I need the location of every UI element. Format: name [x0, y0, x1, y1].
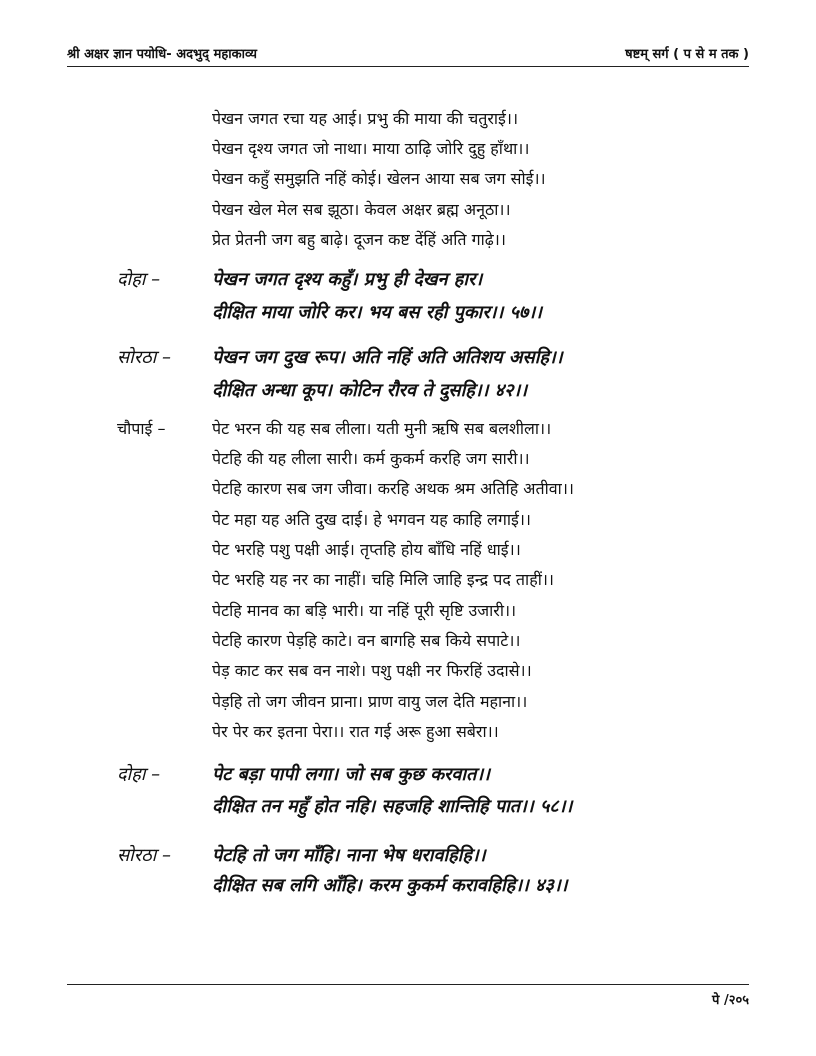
- verse-line: पेखन खेल मेल सब झूठा। केवल अक्षर ब्रह्म अनूठा।।: [212, 200, 511, 219]
- doha-label: दोहा –: [117, 269, 161, 290]
- verse-line: पेट भरहि यह नर का नाहीं। चहि मिलि जाहि इन्द्र पद ताहीं।।: [212, 570, 554, 589]
- doha-label: दोहा –: [117, 764, 161, 785]
- verse-line: पेड़ काट कर सब वन नाशे। पशु पक्षी नर फिरहिं उदासे।।: [212, 661, 532, 680]
- soratha-line: पेखन जग दुख रूप। अति नहिं अति अतिशय असहि।।: [212, 347, 563, 368]
- chapter-title: षष्टम् सर्ग ( प से म तक ): [625, 47, 749, 62]
- verse-line: पेटहि कारण सब जग जीवा। करहि अथक श्रम अतिहि अतीवा।।: [212, 479, 574, 498]
- soratha-line: दीक्षित अन्धा कूप। कोटिन रौरव ते दुसहि।। ४२।।: [212, 380, 528, 401]
- page-header: [67, 38, 749, 67]
- soratha-line: दीक्षित सब लगि आँहि। करम कुकर्म करावहिहि।। ४३।।: [212, 875, 568, 896]
- verse-line: पेटहि की यह लीला सारी। कर्म कुकर्म करहि जग सारी।।: [212, 449, 530, 468]
- doha-line: पेट बड़ा पापी लगा। जो सब कुछ करवात।।: [212, 764, 490, 785]
- verse-line: पेटहि कारण पेड़हि काटे। वन बागहि सब किये सपाटे।।: [212, 631, 521, 650]
- verse-line: पेट भरहि पशु पक्षी आई। तृप्तहि होय बाँधि नहिं धाई।।: [212, 540, 521, 559]
- verse-line: पेर पेर कर इतना पेरा।। रात गई अरू हुआ सबेरा।।: [212, 722, 499, 741]
- verse-line: पेखन जगत रचा यह आई। प्रभु की माया की चतुराई।।: [212, 109, 519, 128]
- chaupai-label: चौपाई –: [117, 419, 166, 438]
- verse-line: पेट महा यह अति दुख दाई। हे भगवन यह काहि लगाई।।: [212, 510, 531, 529]
- soratha-line: पेटहि तो जग माँहि। नाना भेष धरावहिहि।।: [212, 845, 486, 866]
- verse-line: पेखन दृश्य जगत जो नाथा। माया ठाढ़ि जोरि दुहु हाँथा।।: [212, 139, 530, 158]
- footer-rule: [67, 984, 749, 985]
- verse-line: पेट भरन की यह सब लीला। यती मुनी ऋषि सब बलशीला।।: [212, 419, 552, 438]
- soratha-label: सोरठा –: [117, 845, 172, 866]
- verse-line: पेड़हि तो जग जीवन प्राना। प्राण वायु जल देति महाना।।: [212, 692, 528, 711]
- doha-line: दीक्षित माया जोरि कर। भय बस रही पुकार।। ५७।।: [212, 302, 542, 323]
- verse-line: प्रेत प्रेतनी जग बहु बाढ़े। दूजन कष्ट देंहिं अति गाढ़े।।: [212, 230, 506, 249]
- verse-line: पेटहि मानव का बड़ि भारी। या नहिं पूरी सृष्टि उजारी।।: [212, 601, 517, 620]
- doha-line: पेखन जगत दृश्य कहुँ। प्रभु ही देखन हार।: [212, 269, 483, 290]
- book-title: श्री अक्षर ज्ञान पयोधि- अदभुद् महाकाव्य: [67, 47, 257, 62]
- page-number: पे /२०५: [712, 993, 749, 1008]
- verse-line: पेखन कहुँ समुझति नहिं कोई। खेलन आया सब जग सोई।।: [212, 169, 546, 188]
- doha-line: दीक्षित तन महुँ होत नहि। सहजहि शान्तिहि पात।। ५८।।: [212, 796, 573, 817]
- soratha-label: सोरठा –: [117, 347, 172, 368]
